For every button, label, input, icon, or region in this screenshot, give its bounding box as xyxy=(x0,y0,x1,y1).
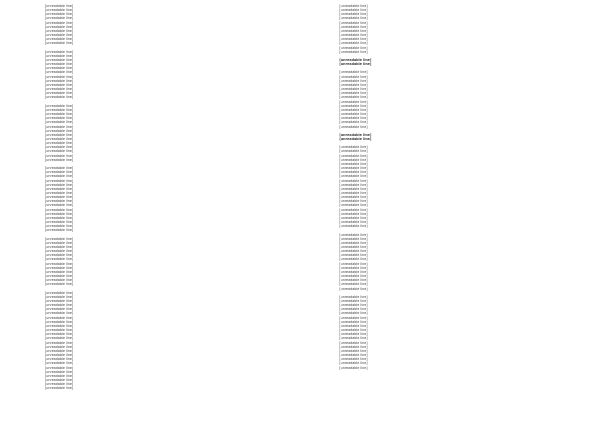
text-line: [unreadable line] xyxy=(45,53,74,58)
text-line: [unreadable line] xyxy=(45,369,74,374)
text-line: [unreadable line] xyxy=(339,211,368,216)
text-line: [unreadable line] xyxy=(45,245,74,249)
left-paragraph-4 xyxy=(45,166,289,233)
text-line: [unreadable line] xyxy=(45,141,74,146)
left-paragraph-6 xyxy=(45,291,289,391)
text-line: [unreadable line] xyxy=(339,232,368,237)
right-paragraph-2 xyxy=(339,70,594,128)
text-line: [unreadable line] xyxy=(45,182,74,187)
text-line: [unreadable line] xyxy=(45,357,74,362)
text-line: [unreadable line] xyxy=(45,166,74,171)
text-line: [unreadable line] xyxy=(45,170,74,175)
text-line: [unreadable line] xyxy=(339,87,368,92)
text-line: [unreadable line] xyxy=(45,178,74,183)
text-line: [unreadable line] xyxy=(45,294,74,299)
text-line: [unreadable line] xyxy=(339,274,368,279)
text-line: [unreadable line] xyxy=(45,240,74,245)
text-line: [unreadable line] xyxy=(339,299,368,303)
text-line: [unreadable line] xyxy=(339,286,368,291)
text-line: [unreadable line] xyxy=(339,82,368,87)
text-line: [unreadable line] xyxy=(45,344,74,349)
right-paragraph-4 xyxy=(339,233,594,291)
text-line: [unreadable line] xyxy=(45,124,74,129)
text-line: [unreadable line] xyxy=(45,4,74,8)
text-line: [unreadable line] xyxy=(45,336,74,341)
text-line: [unreadable line] xyxy=(339,157,368,162)
text-line: [unreadable line] xyxy=(45,373,74,378)
text-line: [unreadable line] xyxy=(45,361,74,366)
text-line: [unreadable line] xyxy=(45,224,74,229)
text-line: [unreadable line] xyxy=(45,299,74,304)
text-line: [unreadable line] xyxy=(339,116,368,121)
text-line: [unreadable line] xyxy=(45,207,74,212)
left-paragraph-5 xyxy=(45,237,289,287)
text-line: [unreadable line] xyxy=(45,261,74,266)
text-line: [unreadable line] xyxy=(45,145,74,150)
text-line: [unreadable line] xyxy=(45,290,74,295)
text-line: [unreadable line] xyxy=(45,78,74,83)
right-paragraph-1 xyxy=(339,4,594,54)
text-line: [unreadable line] xyxy=(45,91,74,96)
text-line: [unreadable line] xyxy=(339,311,368,316)
text-line: [unreadable line] xyxy=(339,195,368,200)
text-line: [unreadable line] xyxy=(339,99,368,104)
left-paragraph-3 xyxy=(45,104,289,162)
text-line: [unreadable line] xyxy=(339,199,368,204)
text-line: [unreadable line] xyxy=(339,170,368,175)
text-line: [unreadable line] xyxy=(339,186,368,191)
text-line: [unreadable line] xyxy=(45,386,74,391)
text-line: [unreadable line] xyxy=(339,124,368,129)
text-line: [unreadable line] xyxy=(45,278,74,283)
text-line: [unreadable line] xyxy=(339,361,368,366)
text-line: [unreadable line] xyxy=(339,240,368,245)
text-line: [unreadable line] xyxy=(339,249,368,254)
text-line: [unreadable line] xyxy=(339,28,368,33)
text-line: [unreadable line] xyxy=(339,265,368,270)
text-line: [unreadable line] xyxy=(339,282,368,287)
text-line: [unreadable line] xyxy=(339,41,368,46)
text-line: [unreadable line] xyxy=(45,136,74,141)
text-line: [unreadable line] xyxy=(45,41,74,46)
text-line: [unreadable line] xyxy=(45,62,74,67)
text-line: [unreadable line] xyxy=(339,161,368,166)
text-line: [unreadable line] xyxy=(45,323,74,328)
text-line: [unreadable line] xyxy=(45,203,74,208)
text-line: [unreadable line] xyxy=(339,49,368,54)
right-paragraph-5 xyxy=(339,295,594,370)
text-line: [unreadable line] xyxy=(45,365,74,370)
text-line: [unreadable line] xyxy=(339,344,368,349)
text-line: [unreadable line] xyxy=(45,265,74,270)
text-line: [unreadable line] xyxy=(45,107,74,112)
text-line: [unreadable line] xyxy=(45,307,74,312)
text-line: [unreadable line] xyxy=(339,95,368,100)
text-line: [unreadable line] xyxy=(45,315,74,320)
text-line: [unreadable line] xyxy=(339,323,368,328)
text-line: [unreadable line] xyxy=(45,103,74,108)
text-line: [unreadable line] xyxy=(45,319,74,324)
text-line: [unreadable line] xyxy=(339,120,368,125)
text-line: [unreadable line] xyxy=(339,37,368,42)
text-line: [unreadable line] xyxy=(339,136,372,141)
text-line: [unreadable line] xyxy=(339,70,368,75)
text-line: [unreadable line] xyxy=(339,319,368,324)
text-line: [unreadable line] xyxy=(339,328,368,333)
left-paragraph-2 xyxy=(45,50,289,100)
text-line: [unreadable line] xyxy=(339,244,368,249)
text-line: [unreadable line] xyxy=(339,166,368,171)
text-line: [unreadable line] xyxy=(339,307,368,312)
text-line: [unreadable line] xyxy=(339,357,368,362)
text-line: [unreadable line] xyxy=(45,348,74,353)
text-line: [unreadable line] xyxy=(339,12,368,17)
text-line: [unreadable line] xyxy=(45,132,74,137)
text-line: [unreadable line] xyxy=(339,220,368,225)
text-line: [unreadable line] xyxy=(339,16,368,21)
text-line: [unreadable line] xyxy=(45,340,74,345)
text-line: [unreadable line] xyxy=(339,224,368,229)
text-line: [unreadable line] xyxy=(339,112,368,117)
text-line: [unreadable line] xyxy=(339,103,368,108)
text-line: [unreadable line] xyxy=(339,253,368,258)
text-line: [unreadable line] xyxy=(45,116,74,121)
text-line: [unreadable line] xyxy=(339,178,368,183)
text-line: [unreadable line] xyxy=(339,91,368,96)
text-line: [unreadable line] xyxy=(45,332,74,337)
text-line: [unreadable line] xyxy=(339,45,368,50)
text-line: [unreadable line] xyxy=(45,269,74,274)
text-line: [unreadable line] xyxy=(45,199,74,204)
text-line: [unreadable line] xyxy=(339,303,368,308)
text-line: [unreadable line] xyxy=(45,120,74,125)
text-line: [unreadable line] xyxy=(45,328,74,333)
text-line: [unreadable line] xyxy=(45,282,74,287)
right-heading-2 xyxy=(339,133,594,141)
text-line: [unreadable line] xyxy=(339,257,368,262)
right-paragraph-3 xyxy=(339,145,594,228)
text-line: [unreadable line] xyxy=(339,62,372,67)
text-line: [unreadable line] xyxy=(339,145,368,150)
text-line: [unreadable line] xyxy=(45,211,74,216)
text-line: [unreadable line] xyxy=(339,269,368,274)
text-line: [unreadable line] xyxy=(45,20,74,25)
text-line: [unreadable line] xyxy=(339,24,368,29)
text-line: [unreadable line] xyxy=(45,303,74,308)
right-heading-1 xyxy=(339,58,594,66)
text-line: [unreadable line] xyxy=(45,195,74,200)
text-line: [unreadable line] xyxy=(45,112,74,117)
text-line: [unreadable line] xyxy=(339,182,368,187)
text-line: [unreadable line] xyxy=(45,186,74,191)
text-line: [unreadable line] xyxy=(45,8,74,13)
text-line: [unreadable line] xyxy=(45,37,74,42)
text-line: [unreadable line] xyxy=(339,332,368,337)
text-line: [unreadable line] xyxy=(45,174,74,179)
text-line: [unreadable line] xyxy=(45,66,74,71)
right-column xyxy=(317,4,594,420)
text-line: [unreadable line] xyxy=(45,153,74,158)
text-line: [unreadable line] xyxy=(339,132,372,137)
text-line: [unreadable line] xyxy=(45,220,74,225)
text-line: [unreadable line] xyxy=(45,128,74,133)
text-line: [unreadable line] xyxy=(45,149,74,154)
text-line: [unreadable line] xyxy=(339,353,368,358)
text-line: [unreadable line] xyxy=(45,377,74,382)
text-line: [unreadable line] xyxy=(45,236,74,241)
text-line: [unreadable line] xyxy=(45,190,74,195)
text-line: [unreadable line] xyxy=(339,74,368,79)
text-line: [unreadable line] xyxy=(339,107,368,112)
text-line: [unreadable line] xyxy=(45,311,74,316)
text-line: [unreadable line] xyxy=(339,8,368,13)
text-line: [unreadable line] xyxy=(339,294,368,299)
text-line: [unreadable line] xyxy=(45,253,74,258)
text-line: [unreadable line] xyxy=(45,82,74,87)
text-line: [unreadable line] xyxy=(45,274,74,279)
text-line: [unreadable line] xyxy=(339,78,368,83)
text-line: [unreadable line] xyxy=(45,87,74,92)
text-line: [unreadable line] xyxy=(339,4,368,8)
text-line: [unreadable line] xyxy=(339,207,368,212)
text-line: [unreadable line] xyxy=(45,12,74,17)
text-line: [unreadable line] xyxy=(339,365,368,370)
text-line: [unreadable line] xyxy=(339,340,368,345)
text-line: [unreadable line] xyxy=(45,28,74,33)
text-line: [unreadable line] xyxy=(339,278,368,283)
text-line: [unreadable line] xyxy=(339,20,368,25)
text-line: [unreadable line] xyxy=(45,24,74,29)
left-column xyxy=(6,4,289,420)
text-line: [unreadable line] xyxy=(45,249,74,254)
text-line: [unreadable line] xyxy=(339,315,368,320)
text-line: [unreadable line] xyxy=(339,149,368,154)
text-line: [unreadable line] xyxy=(339,174,368,179)
text-line: [unreadable line] xyxy=(339,153,368,158)
text-line: [unreadable line] xyxy=(45,95,74,100)
text-line: [unreadable line] xyxy=(45,74,74,79)
text-line: [unreadable line] xyxy=(45,16,74,21)
text-line: [unreadable line] xyxy=(339,261,368,266)
text-line: [unreadable line] xyxy=(339,348,368,353)
text-line: [unreadable line] xyxy=(45,58,74,63)
text-line: [unreadable line] xyxy=(45,215,74,220)
text-line: [unreadable line] xyxy=(339,203,368,208)
text-line: [unreadable line] xyxy=(339,58,372,63)
text-line: [unreadable line] xyxy=(45,49,74,54)
text-line: [unreadable line] xyxy=(45,157,74,162)
text-line: [unreadable line] xyxy=(339,215,368,220)
left-paragraph-1 xyxy=(45,4,289,46)
text-line: [unreadable line] xyxy=(45,70,74,75)
text-line: [unreadable line] xyxy=(45,353,74,358)
text-line: [unreadable line] xyxy=(45,228,74,233)
text-line: [unreadable line] xyxy=(45,382,74,387)
text-line: [unreadable line] xyxy=(339,236,368,241)
text-line: [unreadable line] xyxy=(339,336,368,341)
text-line: [unreadable line] xyxy=(339,190,368,195)
text-line: [unreadable line] xyxy=(339,33,368,38)
text-line: [unreadable line] xyxy=(45,257,74,262)
text-line: [unreadable line] xyxy=(45,33,74,38)
